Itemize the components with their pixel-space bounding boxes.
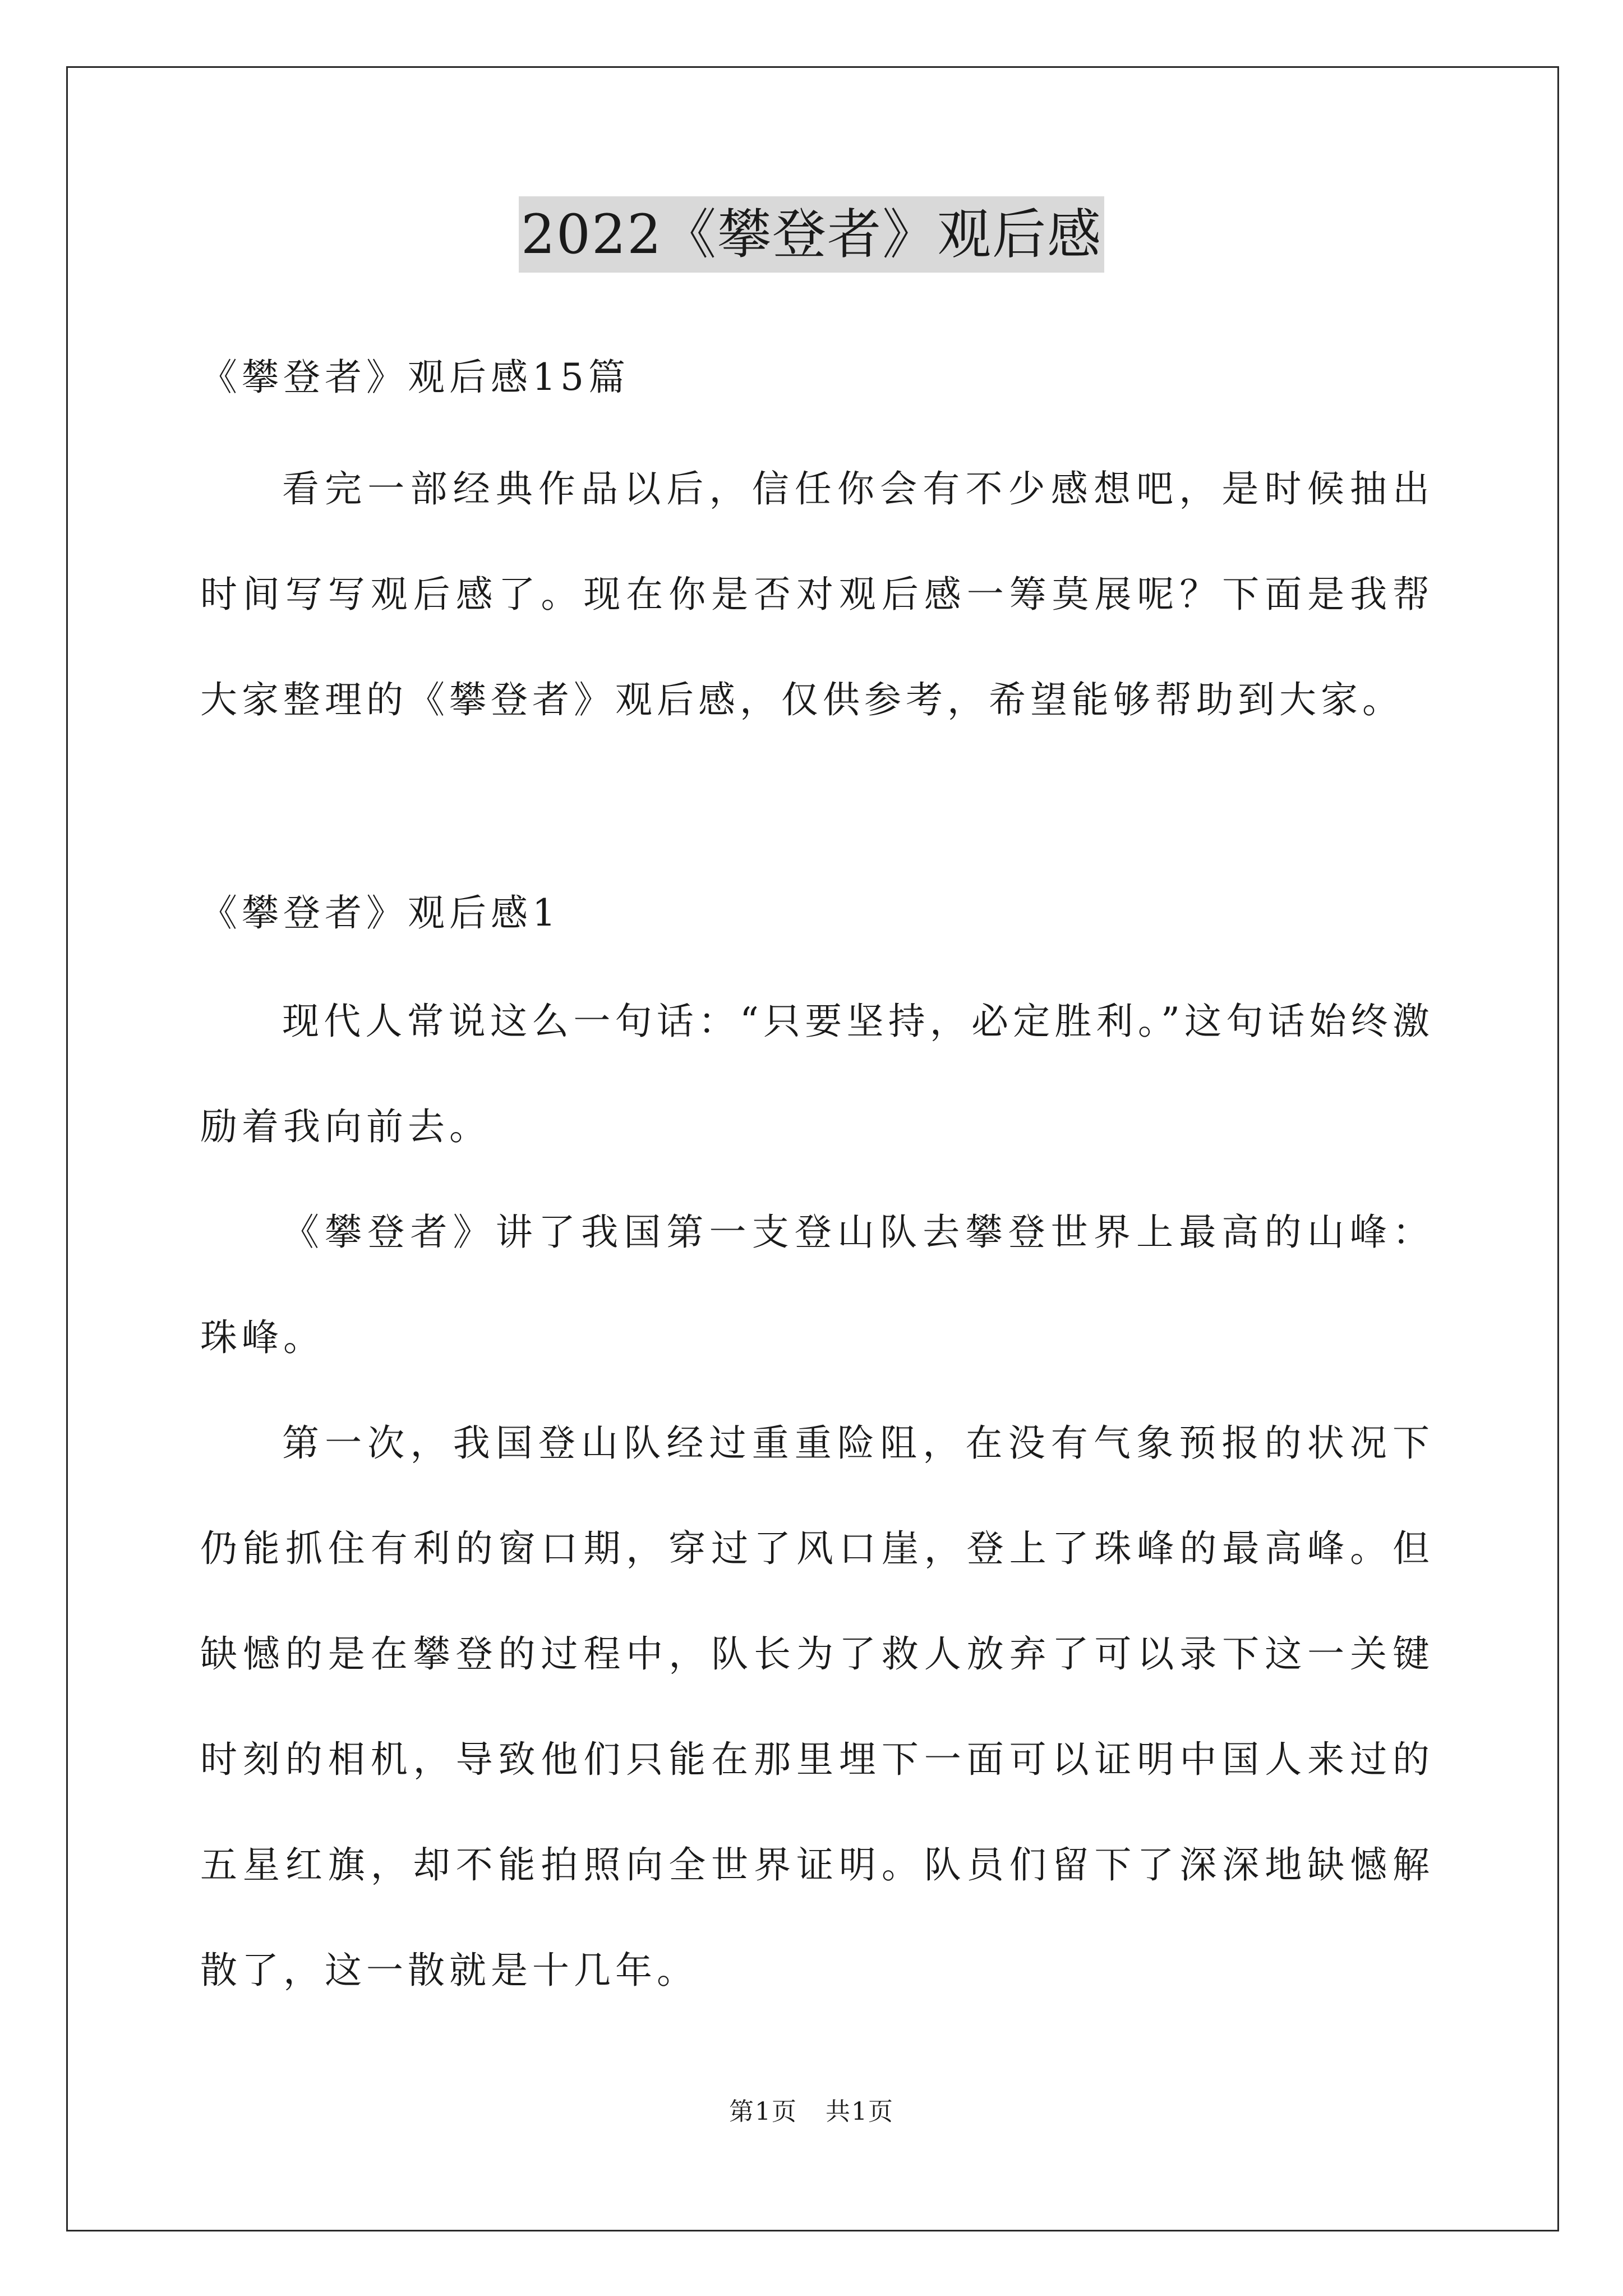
- title-area: [0, 196, 1623, 273]
- intro-paragraph: 看完一部经典作品以后，信任你会有不少感想吧，是时候抽出时间写写观后感了。现在你是否对观后感一筹莫展呢？下面是我帮大家整理的《攀登者》观后感，仅供参考，希望能够帮助到大家。: [200, 467, 1434, 721]
- body-paragraph-2: 《攀登者》讲了我国第一支登山队去攀登世界上最高的山峰：珠峰。: [200, 1211, 1434, 1359]
- document-subtitle: 《攀登者》观后感15篇: [200, 356, 630, 399]
- body-paragraph-3: 第一次，我国登山队经过重重险阻，在没有气象预报的状况下仍能抓住有利的窗口期，穿过了风口崖，登上了珠峰的最高峰。但缺憾的是在攀登的过程中，队长为了救人放弃了可以录下这一关键时刻的相机，导致他们只能在那里埋下一面可以证明中国人来过的五星红旗，却不能拍照向全世界证明。队员们留下了深深地缺憾解散了，这一散就是十几年。: [200, 1421, 1434, 1992]
- section-heading: 《攀登者》观后感1: [200, 891, 560, 935]
- page-footer: [0, 2095, 1623, 2129]
- document-title: 2022《攀登者》观后感: [519, 196, 1104, 273]
- body-paragraph-1: 现代人常说这么一句话：“只要坚持，必定胜利。”这句话始终激励着我向前去。: [200, 1000, 1434, 1148]
- page-number: 第1页: [729, 2097, 797, 2126]
- page-total: 共1页: [826, 2097, 894, 2126]
